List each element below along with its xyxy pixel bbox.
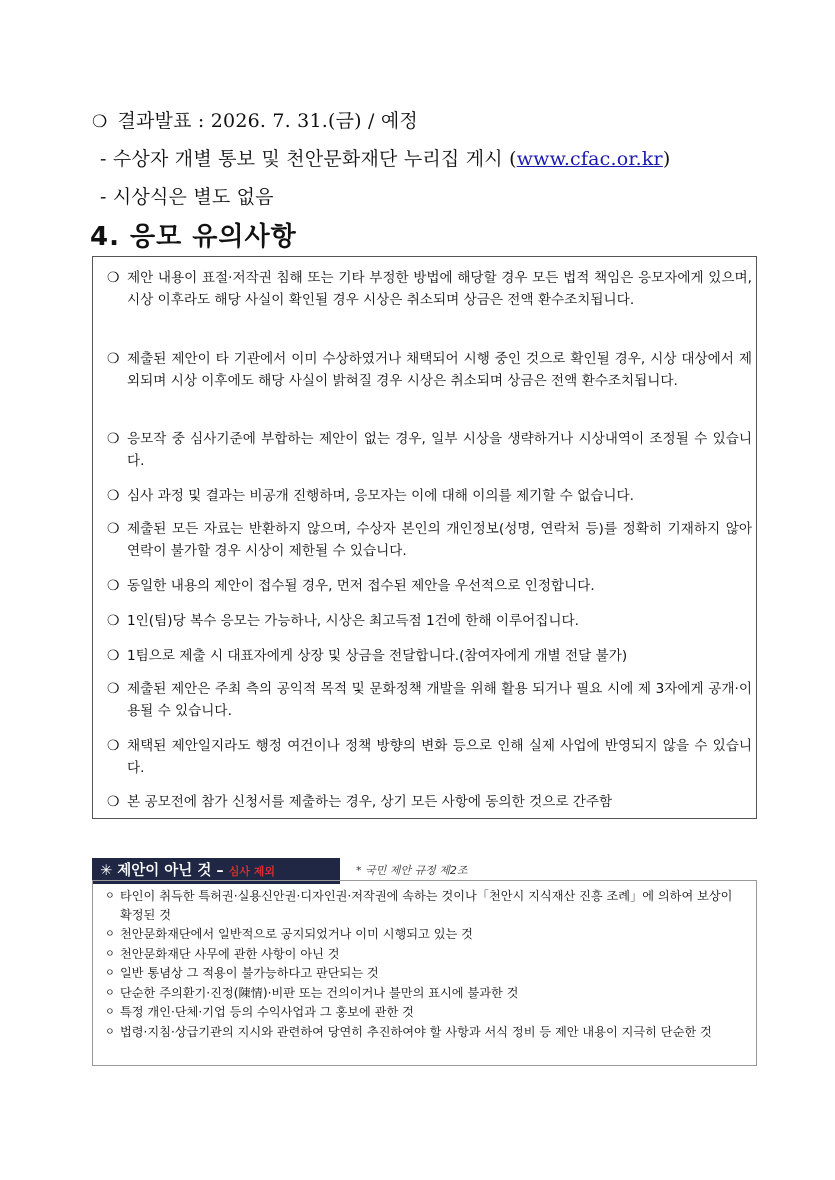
regulation-note: * 국민 제안 규정 제2조: [356, 864, 468, 877]
banner-title: ✳ 제안이 아닌 것 –: [100, 863, 224, 879]
circle-bullet-icon: ❍: [107, 681, 120, 697]
notice-item: ❍ 응모작 중 심사기준에 부합하는 제안이 없는 경우, 일부 시상을 생략하거나 시상내역이 조정될 수 있습니다.: [107, 428, 752, 472]
non-proposal-item: ㅇ 단순한 주의환기·진정(陳情)·비판 또는 건의이거나 불만의 표시에 불과한 것: [105, 984, 745, 1003]
notice-item: ❍ 1팀으로 제출 시 대표자에게 상장 및 상금을 전달합니다.(참여자에게 개별 전달 불가): [107, 645, 752, 667]
notify-line: [100, 144, 670, 171]
banner-exclusion-label: 심사 제외: [228, 865, 276, 878]
circle-bullet-icon: ❍: [107, 521, 120, 537]
notices-box: [92, 256, 757, 819]
small-circle-bullet-icon: ㅇ: [105, 891, 115, 902]
notice-item: ❍ 심사 과정 및 결과는 비공개 진행하며, 응모자는 이에 대해 이의를 제기할 수 없습니다.: [107, 485, 752, 507]
non-proposal-item: ㅇ 일반 통념상 그 적용이 불가능하다고 판단되는 것: [105, 964, 745, 983]
notify-text-prefix: - 수상자 개별 통보 및 천안문화재단 누리집 게시 (: [100, 148, 517, 170]
notice-item: ❍ 제출된 제안은 주최 측의 공익적 목적 및 문화정책 개발을 위해 활용 되거나 필요 시에 제 3자에게 공개·이용될 수 있습니다.: [107, 678, 752, 722]
circle-bullet-icon: ❍: [107, 431, 120, 447]
non-proposal-item: ㅇ 천안문화재단 사무에 관한 사항이 아닌 것: [105, 945, 745, 964]
notice-item: ❍ 제안 내용이 표절·저작권 침해 또는 기타 부정한 방법에 해당할 경우 모든 법적 책임은 응모자에게 있으며, 시상 이후라도 해당 사실이 확인될 경우 시상은 취소되며 상금은 전액 환수조치됩니다.: [107, 267, 752, 311]
notice-item: ❍ 채택된 제안일지라도 행정 여건이나 정책 방향의 변화 등으로 인해 실제 사업에 반영되지 않을 수 있습니다.: [107, 735, 752, 779]
small-circle-bullet-icon: ㅇ: [105, 949, 115, 960]
circle-bullet-icon: ❍: [107, 488, 120, 504]
notice-item: ❍ 제출된 모든 자료는 반환하지 않으며, 수상자 본인의 개인정보(성명, 연락처 등)를 정확히 기재하지 않아 연락이 불가할 경우 시상이 제한될 수 있습니다.: [107, 518, 752, 562]
notice-item: ❍ 1인(팀)당 복수 응모는 가능하나, 시상은 최고득점 1건에 한해 이루어집니다.: [107, 610, 752, 632]
notice-item: ❍ 동일한 내용의 제안이 접수될 경우, 먼저 접수된 제안을 우선적으로 인정합니다.: [107, 575, 752, 597]
non-proposal-item: ㅇ 특정 개인·단체·기업 등의 수익사업과 그 홍보에 관한 것: [105, 1003, 745, 1022]
small-circle-bullet-icon: ㅇ: [105, 968, 115, 979]
circle-bullet-icon: ❍: [107, 270, 120, 286]
section-heading: 4. 응모 유의사항: [90, 222, 297, 252]
small-circle-bullet-icon: ㅇ: [105, 929, 115, 940]
circle-bullet-icon: ❍: [107, 351, 120, 367]
non-proposal-item: ㅇ 타인이 취득한 특허권·실용신안권·디자인권·저작권에 속하는 것이나「천안시 지식재산 진흥 조례」에 의하여 보상이 확정된 것: [105, 889, 733, 922]
non-proposal-item: ㅇ 천안문화재단에서 일반적으로 공지되었거나 이미 시행되고 있는 것: [105, 925, 745, 944]
circle-bullet-icon: ❍: [107, 578, 120, 594]
non-proposal-box: [92, 880, 757, 1066]
announce-text: 결과발표 : 2026. 7. 31.(금) / 예정: [117, 110, 418, 132]
circle-bullet-icon: ❍: [107, 613, 120, 629]
small-circle-bullet-icon: ㅇ: [105, 1027, 115, 1038]
small-circle-bullet-icon: ㅇ: [105, 1007, 115, 1018]
circle-bullet-icon: ❍: [107, 794, 120, 810]
notify-text-suffix: ): [662, 148, 671, 170]
website-link[interactable]: www.cfac.or.kr: [516, 148, 663, 170]
non-proposal-item: ㅇ 법령·지침·상급기관의 지시와 관련하여 당연히 추진하여야 할 사항과 서식 정비 등 제안 내용이 지극히 단순한 것: [105, 1023, 745, 1042]
ceremony-line: - 시상식은 별도 없음: [100, 186, 274, 208]
circle-bullet-icon: ❍: [92, 112, 108, 132]
announce-line: [92, 106, 418, 133]
circle-bullet-icon: ❍: [107, 738, 120, 754]
notice-item: ❍ 제출된 제안이 타 기관에서 이미 수상하였거나 채택되어 시행 중인 것으로 확인될 경우, 시상 대상에서 제외되며 시상 이후에도 해당 사실이 밝혀질 경우 시상은 취소되며 상금은 전액 환수조치됩니다.: [107, 348, 752, 392]
small-circle-bullet-icon: ㅇ: [105, 988, 115, 999]
circle-bullet-icon: ❍: [107, 648, 120, 664]
notice-item: ❍ 본 공모전에 참가 신청서를 제출하는 경우, 상기 모든 사항에 동의한 것으로 간주함: [107, 791, 752, 813]
